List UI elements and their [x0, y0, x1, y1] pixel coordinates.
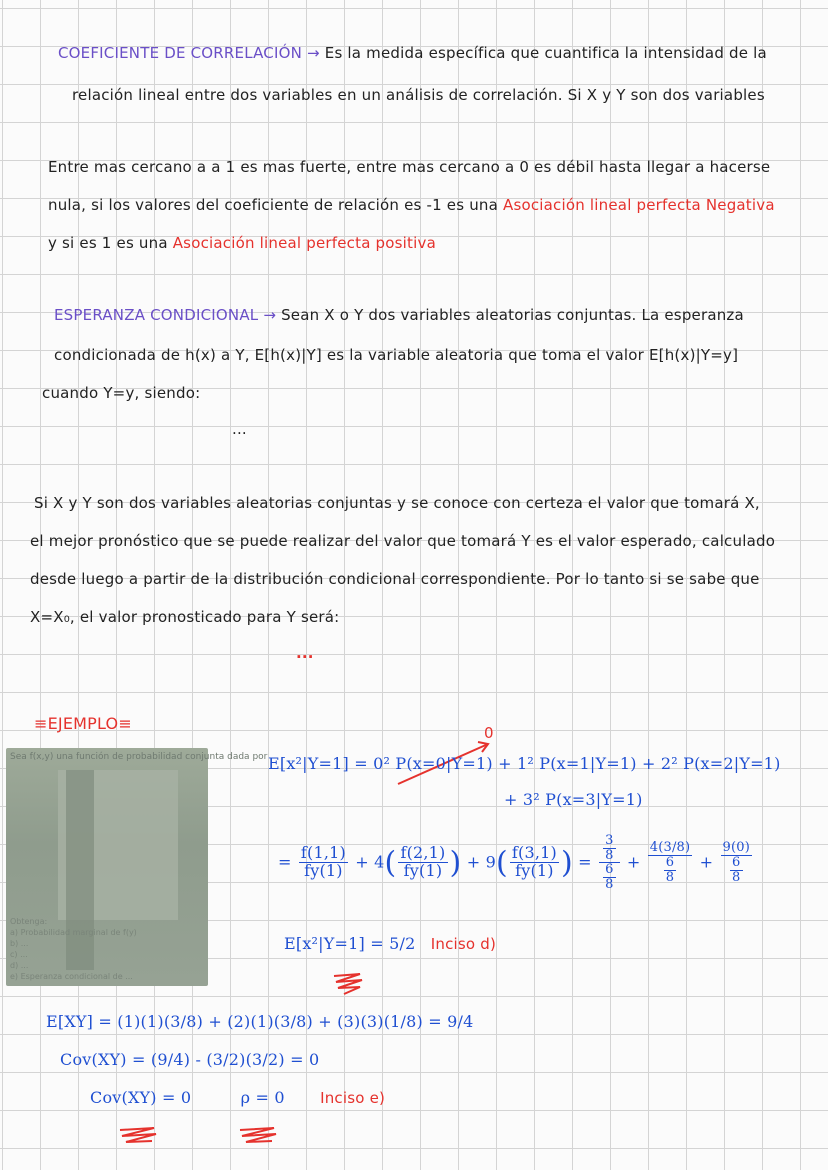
plus-sign: +	[626, 852, 641, 872]
correlation-text-1: Es la medida específica que cuantifica la intensidad de la	[324, 44, 767, 62]
expectation-text-1: Sean X o Y dos variables aleatorias conjuntas. La esperanza	[281, 306, 744, 324]
photo-footer	[10, 916, 137, 982]
fraction-f31	[510, 845, 559, 880]
strength-line-2	[48, 196, 775, 214]
inner-fraction	[603, 863, 615, 891]
fraction-f11	[299, 845, 348, 880]
inner-denominator: 8	[665, 869, 675, 885]
photo-caption: Sea f(x,y) una función de probabilidad conjunta dada por	[10, 752, 268, 762]
inner-numerator: 6	[665, 854, 675, 870]
inner-numerator: 6	[732, 854, 741, 870]
denominator: fy(1)	[304, 861, 343, 881]
negative-association: Asociación lineal perfecta Negativa	[503, 196, 775, 214]
numerator: 9(0)	[722, 840, 751, 856]
inciso-d-label: Inciso d)	[430, 935, 497, 953]
emphasis-mark-icon	[236, 1124, 280, 1150]
result-line	[284, 934, 496, 953]
rho-result: ρ = 0	[240, 1088, 285, 1107]
prediction-ellipsis: ...	[296, 644, 314, 662]
inner-denominator: 8	[732, 869, 741, 885]
plus-term: + 4	[355, 852, 385, 872]
fraction-f21	[398, 845, 447, 880]
denominator	[599, 863, 619, 891]
equation-1a: E[x²|Y=1] = 0² P(x=0|Y=1) + 1² P(x=1|Y=1) + 2² P(x=2|Y=1)	[268, 754, 781, 773]
strength-line-1: Entre mas cercano a a 1 es mas fuerte, entre mas cercano a 0 es débil hasta llegar a hacerse	[48, 158, 771, 176]
positive-association: Asociación lineal perfecta positiva	[172, 234, 436, 252]
plus-term: + 9	[466, 852, 496, 872]
covariance-result: Cov(XY) = 0	[90, 1088, 192, 1107]
arrow-icon: →	[263, 306, 277, 324]
inner-fraction	[603, 834, 615, 862]
expectation-ellipsis: ...	[232, 420, 247, 438]
photo-footer-line: a) Probabilidad marginal de f(y)	[10, 928, 137, 937]
expectation-line-3: cuando Y=y, siendo:	[42, 384, 201, 402]
exercise-photo	[6, 748, 268, 986]
fraction-c	[721, 841, 753, 884]
photo-footer-line: b) ...	[10, 939, 29, 948]
zero-note: 0	[484, 724, 494, 742]
equation-2: = $\frac{f(1,1)}{fy(1)}$ + 4( $\frac{f(2,1)}{fy(1)}$ ) + 9( $\frac{f(3,1)}{fy(1)}$ ) = $\frac{\frac{3}{8}}{\frac{6}{8}}$ + $\frac{4(3/8)}{\frac{6}{8}}$ + $\frac{9(0)}{\frac{6}{8}}$	[278, 833, 751, 892]
prediction-line-1: Si X y Y son dos variables aleatorias conjuntas y se conoce con certeza el valor que tomará X,	[34, 494, 760, 512]
photo-footer-line: d) ...	[10, 961, 29, 970]
fraction-b	[648, 841, 693, 884]
denominator	[721, 856, 753, 884]
prediction-line-3: desde luego a partir de la distribución condicional correspondiente. Por lo tanto si se sabe que	[30, 570, 760, 588]
inner-fraction	[664, 856, 676, 884]
result-equation: E[x²|Y=1] = 5/2	[284, 934, 416, 953]
numerator: 4(3/8)	[649, 840, 691, 856]
denominator: fy(1)	[515, 861, 554, 881]
denominator: fy(1)	[403, 861, 443, 881]
numerator: f(3,1)	[511, 843, 557, 863]
inner-numerator: 3	[605, 833, 614, 848]
inner-fraction	[730, 856, 742, 884]
inner-denominator: 8	[605, 847, 614, 863]
fraction-a	[599, 834, 619, 892]
covariance-result-line	[90, 1088, 385, 1107]
plus-sign: +	[699, 852, 714, 872]
denominator	[648, 856, 693, 884]
numerator: f(1,1)	[300, 843, 346, 863]
emphasis-mark-icon	[116, 1124, 160, 1150]
strength-line-3	[48, 234, 436, 252]
expectation-line-1	[54, 306, 744, 324]
equation-1b: + 3² P(x=3|Y=1)	[504, 790, 643, 809]
expectation-line-2: condicionada de h(x) a Y, E[h(x)|Y] es la variable aleatoria que toma el valor E[h(x)|Y=y]	[54, 346, 739, 364]
exy-equation: E[XY] = (1)(1)(3/8) + (2)(1)(3/8) + (3)(3)(1/8) = 9/4	[46, 1012, 474, 1031]
emphasis-mark-icon	[330, 970, 366, 1000]
correlation-title: COEFICIENTE DE CORRELACIÓN	[58, 44, 303, 62]
inner-denominator: 8	[605, 876, 614, 892]
correlation-line-1	[58, 44, 767, 62]
equals-sign: =	[278, 852, 292, 872]
prediction-line-2: el mejor pronóstico que se puede realizar del valor que tomará Y es el valor esperado, calculado	[30, 532, 776, 550]
correlation-line-2: relación lineal entre dos variables en un análisis de correlación. Si X y Y son dos variables	[72, 86, 765, 104]
numerator: f(2,1)	[400, 843, 446, 863]
inciso-e-label: Inciso e)	[320, 1089, 386, 1107]
arrow-icon: →	[307, 44, 320, 62]
inner-numerator: 6	[605, 862, 614, 878]
covariance-equation-1: Cov(XY) = (9/4) - (3/2)(3/2) = 0	[60, 1050, 320, 1069]
example-title: ≡EJEMPLO≡	[34, 714, 132, 733]
photo-footer-line: e) Esperanza condicional de ...	[10, 972, 133, 981]
expectation-title: ESPERANZA CONDICIONAL	[54, 306, 259, 324]
photo-footer-line: Obtenga:	[10, 917, 48, 926]
strength-text-3: y si es 1 es una	[48, 234, 168, 252]
equals-sign: =	[578, 852, 592, 872]
photo-footer-line: c) ...	[10, 950, 28, 959]
prediction-line-4: X=X₀, el valor pronosticado para Y será:	[30, 608, 340, 626]
strength-text-2: nula, si los valores del coeficiente de relación es -1 es una	[48, 196, 499, 214]
numerator	[599, 834, 619, 863]
